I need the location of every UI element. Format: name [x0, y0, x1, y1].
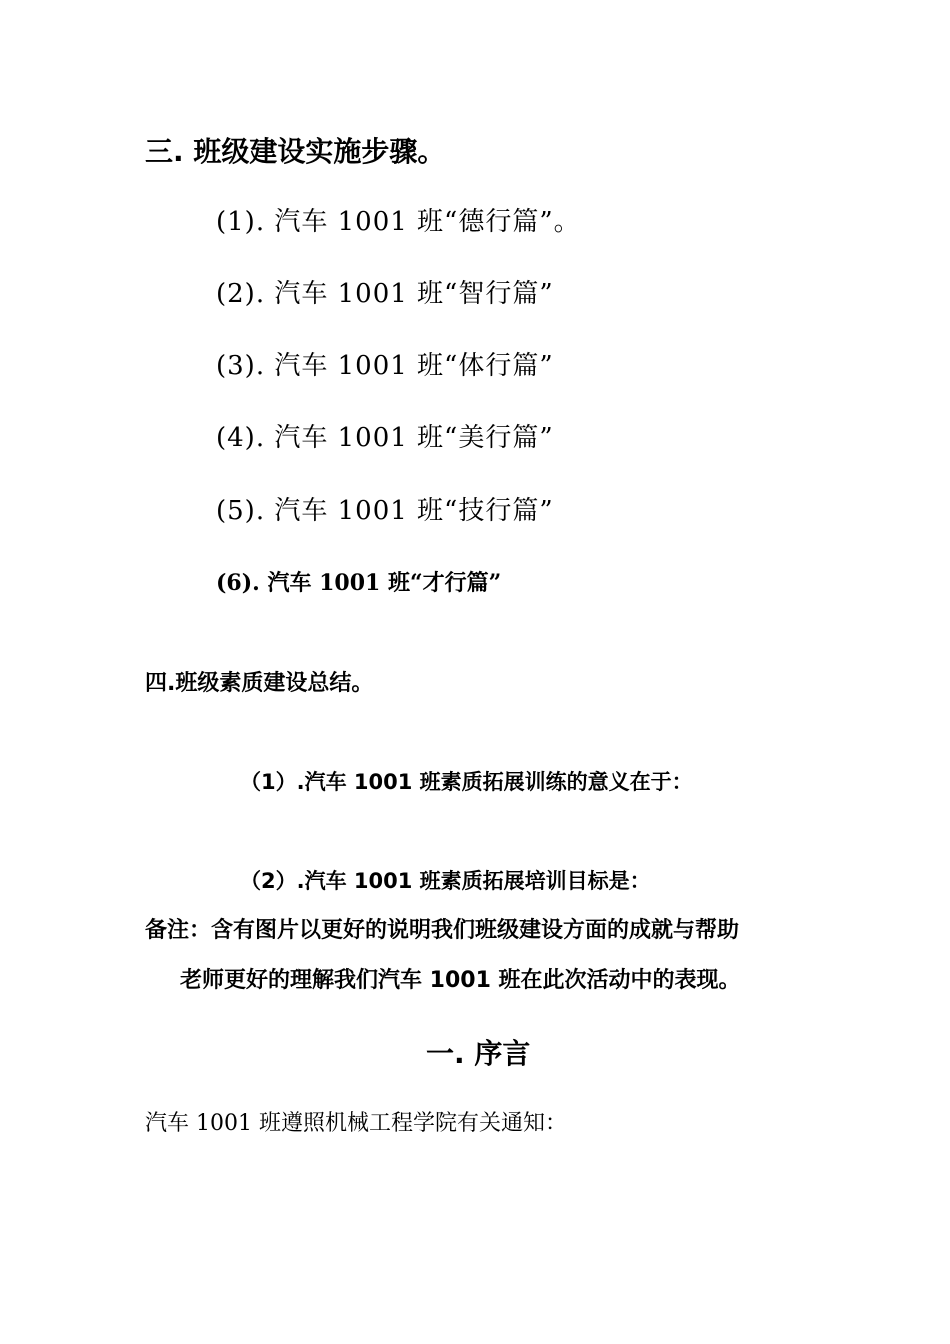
step-item-2: (2). 汽车 1001 班“智行篇”: [216, 279, 554, 309]
step-item-4: (4). 汽车 1001 班“美行篇”: [216, 423, 554, 453]
section-3-heading: 三. 班级建设实施步骤。: [145, 135, 446, 168]
note-line-1: 备注：含有图片以更好的说明我们班级建设方面的成就与帮助: [145, 918, 740, 943]
step-item-6: (6). 汽车 1001 班“才行篇”: [216, 570, 502, 596]
summary-item-1: （1）.汽车 1001 班素质拓展训练的意义在于：: [240, 770, 693, 794]
step-item-5: (5). 汽车 1001 班“技行篇”: [216, 496, 554, 526]
preface-body-text: 汽车 1001 班遵照机械工程学院有关通知：: [145, 1111, 567, 1136]
step-item-1: (1). 汽车 1001 班“德行篇”。: [216, 207, 581, 237]
preface-heading: 一. 序言: [426, 1037, 531, 1070]
section-4-heading: 四.班级素质建设总结。: [145, 671, 374, 696]
step-item-3: (3). 汽车 1001 班“体行篇”: [216, 351, 554, 381]
note-line-2: 老师更好的理解我们汽车 1001 班在此次活动中的表现。: [180, 968, 741, 993]
summary-item-2: （2）.汽车 1001 班素质拓展培训目标是：: [240, 869, 651, 893]
